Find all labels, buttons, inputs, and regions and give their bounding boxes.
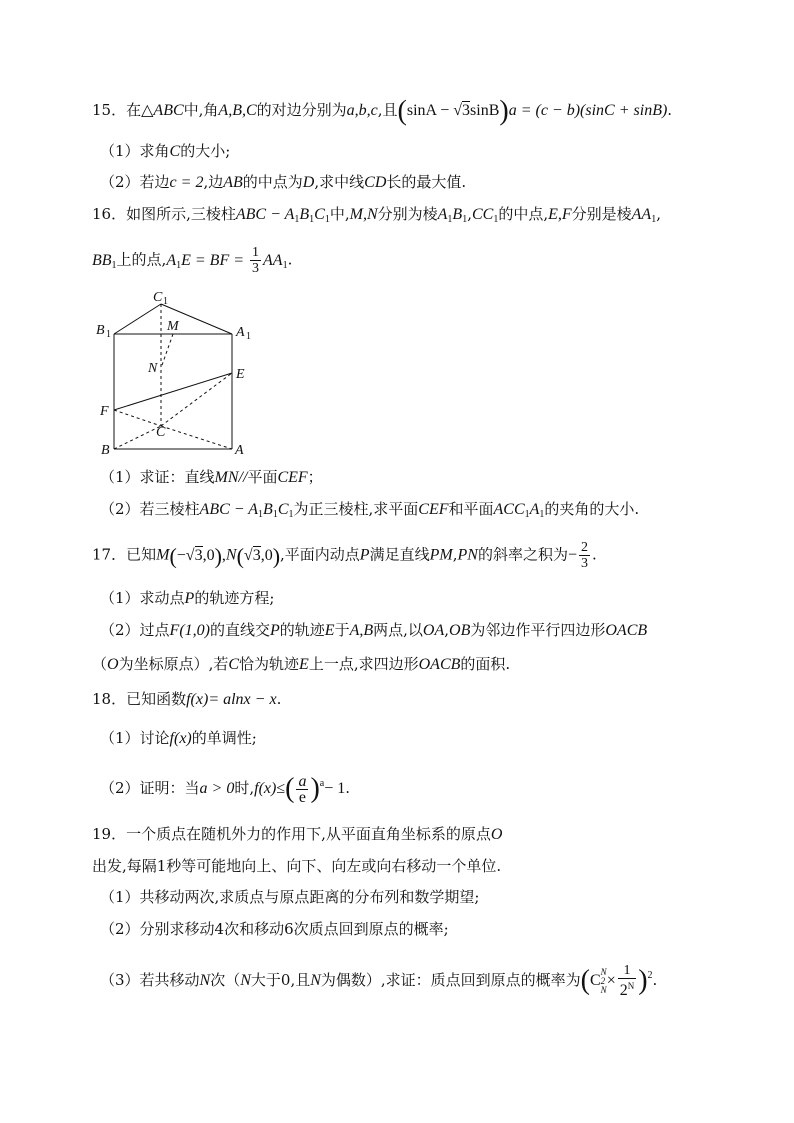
- q15-formula: (sinA − √3sinB): [397, 95, 509, 127]
- svg-text:1: 1: [163, 296, 168, 307]
- q17-part2: （2）过点F(1,0)的直线交P的轨迹E于A,B两点,以OA,OB为邻边作平行四边形OACB: [100, 621, 648, 639]
- q19-part1: （1）共移动两次,求质点与原点距离的分布列和数学期望;: [100, 888, 480, 906]
- q16-part1: （1）求证：直线MN//平面CEF；: [100, 468, 323, 486]
- label-a: A: [235, 443, 244, 458]
- q19-stem: 19．一个质点在随机外力的作用下,从平面直角坐标系的原点O: [92, 825, 503, 843]
- q15-part1: （1）求角C的大小;: [100, 142, 231, 160]
- q16-part2: （2）若三棱柱ABC − A1B1C1为正三棱柱,求平面CEF和平面ACC1A1的夹角的大小.: [100, 500, 640, 520]
- q16-stem: 16．如图所示,三棱柱ABC − A1B1C1中,M,N分别为棱A1B1,CC1的中点,E,F分别是棱AA1,: [92, 205, 661, 225]
- q19-part2: （2）分别求移动4次和移动6次质点回到原点的概率;: [100, 920, 449, 938]
- label-c: C: [156, 425, 166, 440]
- q16-stem-2: BB1上的点,A1E = BF = $\frac{1}{3}$ AA1.: [92, 245, 293, 276]
- q19-stem-2: 出发,每隔1秒等可能地向上、向下、向左或向右移动一个单位.: [92, 857, 502, 875]
- q15-part2: （2）若边c = 2,边AB的中点为D,求中线CD长的最大值.: [100, 173, 467, 191]
- label-c1: C: [153, 290, 163, 305]
- label-a1: A: [236, 325, 245, 340]
- svg-text:1: 1: [246, 331, 251, 342]
- q15-stem: 15．在△ABC中,角A,B,C的对边分别为a,b,c,且(sinA − √3sinB)a = (c − b)(sinC + sinB).: [92, 95, 673, 127]
- svg-text:1: 1: [106, 329, 111, 340]
- label-f: F: [100, 404, 109, 419]
- q17-part1: （1）求动点P的轨迹方程;: [100, 589, 275, 607]
- q17-part2-line2: （O为坐标原点）,若C恰为轨迹E上一点,求四边形OACB的面积.: [92, 655, 511, 673]
- q18-stem: 18．已知函数f(x)= alnx − x.: [92, 690, 282, 708]
- label-m: M: [167, 319, 179, 334]
- q18-part1: （1）讨论f(x)的单调性;: [100, 729, 257, 747]
- prism-figure: [90, 286, 270, 462]
- q17-stem: 17．已知M(−√3,0),N(√3,0),平面内动点P满足直线PM,PN的斜率之积为− $\frac{2}{3}$ .: [92, 540, 597, 571]
- label-e: E: [236, 367, 245, 382]
- label-b: B: [101, 443, 110, 458]
- q18-part2: （2）证明：当a > 0时,f(x)≤( $\frac{a}{e}$ )$^a$− 1.: [100, 772, 351, 806]
- label-n: N: [148, 361, 158, 376]
- q19-part3: （3）若共移动N次（N大于0,且N为偶数）,求证：质点回到原点的概率为(C N 2 N × $\frac{1}{2^N}$ )$^2$.: [100, 963, 658, 999]
- label-b1: B: [96, 323, 105, 338]
